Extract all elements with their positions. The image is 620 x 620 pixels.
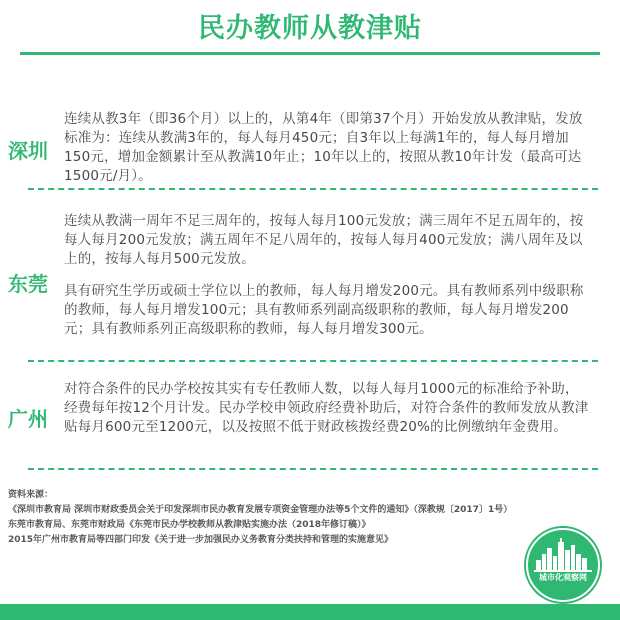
dongguan-paragraph-2: 具有研究生学历或硕士学位以上的教师，每人每月增发200元。具有教师系列中级职称的教师，每人每月增发100元；具有教师系列副高级职称的教师，每人每月增发200元；具有教师系列正高级职称的教师，每人每月增发300元。 — [64, 283, 584, 337]
city-label-guangzhou: 广州 — [8, 407, 48, 431]
source-item: 东莞市教育局、东莞市财政局《东莞市民办学校教师从教津贴实施办法（2018年修订稿）》 — [8, 520, 371, 530]
source-item: 《深圳市教育局 深圳市财政委员会关于印发深圳市民办教育发展专项资金管理办法等5个文件的通知》（深教规〔2017〕1号） — [8, 505, 513, 515]
title-divider — [20, 52, 600, 55]
guangzhou-paragraph: 对符合条件的民办学校按其实有专任教师人数，以每人每月1000元的标准给予补助，经费每年按12个月计发。民办学校申领政府经费补助后，对符合条件的教师发放从教津贴每月600元至1200元，以及按照不低于财政核拨经费20%的比例缴纳年金费用。 — [64, 381, 589, 435]
bottom-bar — [0, 604, 620, 620]
section-divider — [28, 188, 598, 190]
sources-block — [8, 488, 528, 548]
source-item: 2015年广州市教育局等四部门印发《关于进一步加强民办义务教育分类扶持和管理的实施意见》 — [8, 535, 394, 545]
page-title: 民办教师从教津贴 — [198, 13, 422, 44]
dongguan-paragraph-1: 连续从教满一周年不足三周年的，按每人每月100元发放；满三周年不足五周年的，按每人每月200元发放；满五周年不足八周年的，按每人每月400元发放；满八周年及以上的，按每人每月500元发放。 — [64, 213, 584, 267]
logo-badge — [526, 528, 600, 602]
sources-heading: 资料来源： — [8, 490, 54, 500]
city-label-dongguan: 东莞 — [8, 272, 48, 296]
city-label-shenzhen: 深圳 — [8, 139, 48, 163]
section-divider — [28, 468, 598, 470]
logo-text: 城市化观察网 — [539, 573, 587, 582]
section-divider — [28, 360, 598, 362]
city-skyline-icon — [528, 530, 598, 600]
shenzhen-paragraph: 连续从教3年（即36个月）以上的，从第4年（即第37个月）开始发放从教津贴，发放标准为：连续从教满3年的，每人每月450元；自3年以上每满1年的，每人每月增加150元，增加金额累计至从教满10年止；10年以上的，按照从教10年计发（最高可达1500元/月）。 — [64, 111, 583, 184]
